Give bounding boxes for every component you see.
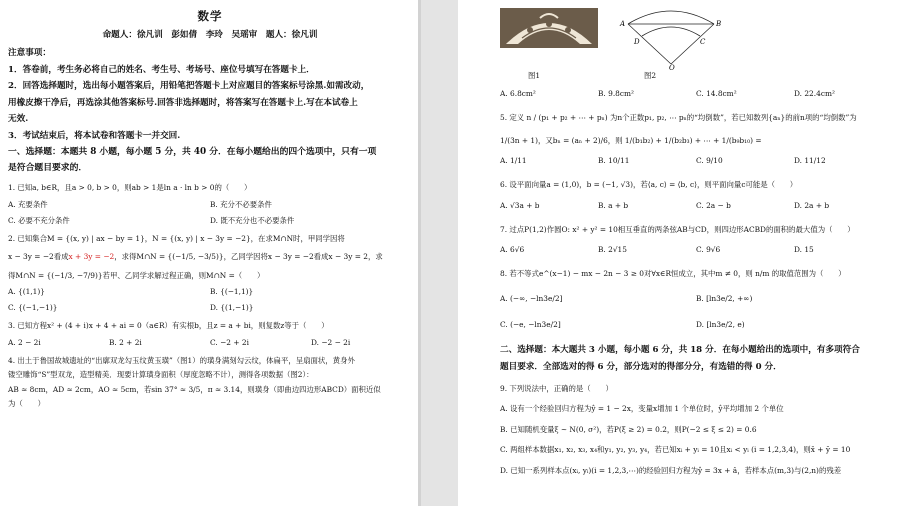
note-line: 用橡皮擦干净后，再选涂其他答案标号.回答非选择题时，将答案写在答题卡上.写在本试卷上 <box>8 97 358 108</box>
option-d: D. 11/12 <box>794 156 826 165</box>
question-8-options <box>500 293 892 305</box>
note-line: 3．考试结束后，将本试卷和答题卡一并交回. <box>8 130 181 141</box>
note-line: 1．答卷前，考生务必将自己的姓名、考生号、考场号、座位号填写在答题卡上． <box>8 64 315 75</box>
notes-title: 注意事项： <box>8 48 51 58</box>
jade-pendant-figure <box>500 8 598 48</box>
question-7-options <box>500 244 892 256</box>
option-c: C. 2a − b <box>696 200 731 210</box>
question-4-line: 镂空雕饰“S”型双龙，造型精美．现要计算璜身面积（厚度忽略不计），测得各项数据（图2）： <box>8 370 314 379</box>
question-2-options <box>8 302 412 314</box>
note-line: 2．回答选择题时，选出每小题答案后，用铅笔把答题卡上对应题目的答案标号涂黑.如需改动， <box>8 81 370 91</box>
option-c: C. (−e, −ln3e/2] <box>500 319 561 329</box>
option-d: D. 22.4cm² <box>794 89 835 98</box>
question-2-line: 得M∩N = {(−1/3, −7/9)}若甲、乙同学求解过程正确，则M∩N =（ ） <box>8 270 265 280</box>
question-2-options <box>8 286 412 298</box>
question-5-line: 1/(3n + 1)，又bₙ = (aₙ + 2)/6，则 1/(b₁b₂) + 1/(b₂b₃) + ⋯ + 1/(b₉b₁₀) = <box>500 135 762 145</box>
question-4-line: AB ≈ 8cm，AD ≈ 2cm，AO ≈ 5cm，若sin 37° ≈ 3/5，π ≈ 3.14，则璜身（即曲边四边形ABCD）面积近似 <box>8 384 381 394</box>
option-d: D. 既不充分也不必要条件 <box>210 215 295 225</box>
option-c: C. 9√6 <box>696 245 721 254</box>
point-label: B <box>716 20 722 28</box>
question-3-options <box>8 337 412 349</box>
question-7-stem: 7. 过点P(1,2)作圆O: x² + y² = 10相互垂直的两条弦AB与CD，则四边形ACBD的面积的最大值为（ ） <box>500 224 855 234</box>
option-a: A. 6.8cm² <box>500 89 536 98</box>
option-b: B. 10/11 <box>598 156 630 165</box>
option-b: B. 9.8cm² <box>598 89 634 98</box>
note-line: 无效. <box>8 114 29 124</box>
question-6-stem: 6. 设平面向量a = (1,0)，b = (−1, √3)，若⟨a, c⟩ = ⟨b, c⟩，则平面向量c可能是（ ） <box>500 180 798 189</box>
section-heading: 一、选择题：本题共 8 小题，每小题 5 分，共 40 分．在每小题给出的四个选项中，只有一项 <box>8 147 377 157</box>
question-5-options <box>500 155 892 167</box>
page-title: 数学 <box>197 9 223 23</box>
question-9-option-d: D. 已知一系列样本点(xᵢ, yᵢ)(i = 1,2,3,⋯)的经验回归方程为ŷ = 3x + â，若样本点(m,3)与(2,n)的残差 <box>500 465 842 475</box>
option-a: A. 充要条件 <box>8 199 48 209</box>
option-c: C. {(−1,−1)} <box>8 303 58 312</box>
option-b: B. a + b <box>598 200 629 210</box>
right-page <box>458 0 900 506</box>
option-a: A. {(1,1)} <box>8 287 45 296</box>
option-c: C. −2 + 2i <box>210 337 249 347</box>
point-label: O <box>669 64 675 70</box>
figure-1-label: 图1 <box>528 71 541 80</box>
sector-diagram-figure <box>616 8 726 70</box>
question-2-line <box>8 251 412 264</box>
option-b: B. 充分不必要条件 <box>210 199 272 209</box>
option-b: B. 2√15 <box>598 245 627 254</box>
question-6-options <box>500 200 892 212</box>
option-a: A. 6√6 <box>500 245 525 254</box>
figure-labels <box>500 70 892 81</box>
option-c: C. 14.8cm² <box>696 89 737 98</box>
option-a: A. (−∞, −ln3e/2] <box>500 293 563 303</box>
option-d: D. [ln3e/2, e) <box>696 319 745 329</box>
option-b: B. {(−1,1)} <box>210 287 254 296</box>
option-d: D. −2 − 2i <box>311 337 351 347</box>
question-1-options <box>8 215 412 227</box>
option-d: D. 15 <box>794 245 814 254</box>
question-3-stem: 3. 已知方程x² + (4 + i)x + 4 + ai = 0（a∈R）有实根b，且z = a + bi，则复数z等于（ ） <box>8 321 329 330</box>
option-c: C. 必要不充分条件 <box>8 215 70 225</box>
question-9-stem: 9. 下列说法中，正确的是（ ） <box>500 383 613 393</box>
figure-2-label: 图2 <box>644 71 657 80</box>
figure-row <box>500 8 892 70</box>
question-8-options <box>500 319 892 331</box>
question-8-stem: 8. 若不等式e^(x−1) − mx − 2n − 3 ≥ 0对∀x∈R恒成立，其中m ≠ 0，则 n/m 的取值范围为（ ） <box>500 269 846 278</box>
option-b: B. 2 + 2i <box>109 337 142 347</box>
section-heading: 题目要求．全部选对的得 6 分，部分选对的得部分分，有选错的得 0 分． <box>500 361 782 372</box>
authors-line: 命题人：徐凡训 彭如倩 李玲 吴瑶审 题人：徐凡训 <box>102 30 318 40</box>
question-1-options <box>8 199 412 211</box>
question-9-option-c: C. 两组样本数据x₁, x₂, x₃, x₄和y₁, y₂, y₃, y₄，若已知xᵢ + yᵢ = 10且xᵢ < yᵢ (i = 1,2,3,4)，则x̄ + ȳ = 10 <box>500 445 851 454</box>
question-4-options <box>500 89 892 98</box>
q2-text: x − 3y = −2看成 <box>8 252 69 261</box>
point-label: A <box>620 20 626 28</box>
page-gutter <box>418 0 458 506</box>
option-d: D. {(1,−1)} <box>210 303 254 312</box>
q2-highlight: x + 3y = −2 <box>68 252 115 261</box>
point-label: D <box>634 38 640 46</box>
option-a: A. 1/11 <box>500 156 527 165</box>
left-page <box>0 0 418 506</box>
question-4-line: 4. 出土于鲁国故城遗址的“出廓双龙勾玉纹黄玉璜”（图1）的璜身满刻勾云纹，体扁平，呈扇面状，黄身外 <box>8 355 355 365</box>
option-a: A. √3a + b <box>500 200 540 210</box>
section-heading: 是符合题目要求的． <box>8 163 88 173</box>
option-b: B. [ln3e/2, +∞) <box>696 293 753 303</box>
section-heading: 二、选择题：本大题共 3 小题，每小题 6 分，共 18 分．在每小题给出的选项中，有多项符合 <box>500 344 860 355</box>
question-5-line: 5. 定义 n / (p₁ + p₂ + ⋯ + pₙ) 为n个正数p₁, p₂, ⋯ pₙ的“均倒数”，若已知数列{aₙ}的前n项的“均倒数”为 <box>500 113 857 122</box>
option-a: A. 2 − 2i <box>8 337 41 347</box>
question-9-option-b: B. 已知随机变量ξ ~ N(0, σ²)，若P(ξ ≥ 2) = 0.2，则P(−2 ≤ ξ ≤ 2) = 0.6 <box>500 424 757 434</box>
point-label: C <box>700 38 706 46</box>
option-c: C. 9/10 <box>696 156 723 165</box>
question-1-stem: 1. 已知a, b∈R，且a > 0, b > 0，则ab > 1是ln a · ln b > 0的（ ） <box>8 183 252 192</box>
q2-text: ，求得M∩N = {(−1/5, −3/5)}，乙同学因将x − 3y = −2看成x − 3y = 2，求 <box>114 252 383 261</box>
question-9-option-a: A. 设有一个经验回归方程为ŷ = 1 − 2x，变量x增加 1 个单位时，ŷ平均增加 2 个单位 <box>500 404 784 413</box>
option-d: D. 2a + b <box>794 200 830 210</box>
question-4-line: 为（ ） <box>8 399 45 408</box>
question-2-line: 2. 已知集合M = {(x, y) | ax − by = 1}，N = {(x, y) | x − 3y = −2}，在求M∩N时，甲同学因将 <box>8 233 345 243</box>
